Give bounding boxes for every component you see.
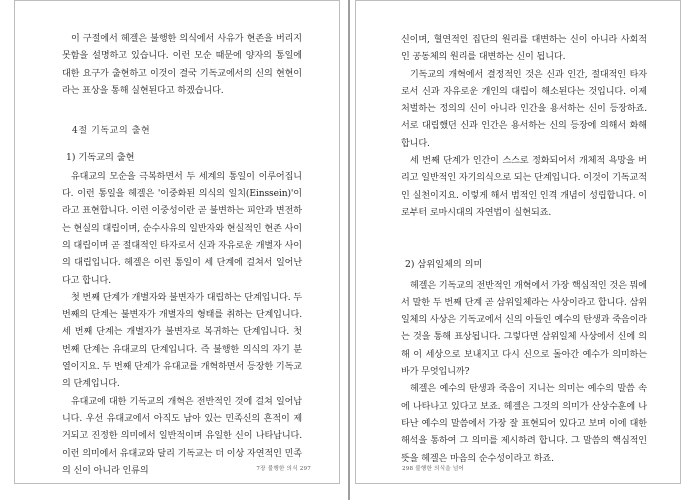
section-heading: 2) 삼위일체의 의미 [405, 259, 483, 271]
paragraph: 유대교의 모순을 극복하면서 두 세계의 통일이 이루어집니다. 이런 통일을 헤겔은 '이중화된 의식의 일치(Einssein)'이라고 표현합니다. 이런 이중성이란 곧 불변하는 피안과 변전하는 현실의 대립이며, 순수사유의 일반자와 현실적인 현존 사이의 대립이며 곧 절대적인 타자로서 신과 자유로운 개별자 사이의 대립입니다. 헤겔은 이런 통일이 세 단계에 걸쳐서 일어난다고 합니다. [62, 171, 302, 286]
paragraph: 신이며, 혈연적인 집단의 원리를 대변하는 신이 아니라 사회적인 공동체의 원리를 대변하는 신이 됩니다. [401, 35, 647, 63]
paragraph: 헤겔은 기독교의 전반적인 개혁에서 가장 핵심적인 것은 뭐에서 말한 두 번째 단계 곧 삼위일체라는 사상이라고 합니다. 삼위일체의 사상은 기독교에서 신의 아들인 예수의 탄생과 죽음이라는 것을 통해 표상됩니다. 그렇다면 삼위일체 사상에서 신에 의해 이 세상으로 보내지고 다시 신으로 돌아간 예수가 의미하는 바가 무엇입니까? [401, 280, 647, 378]
paragraph: 세 번째 단계가 인간이 스스로 정화되어서 개체적 욕망을 버리고 일반적인 자기의식으로 되는 단계입니다. 이것이 기독교적인 실천이지요. 이렇게 해서 범적인 인격 개념이 성립합니다. 이로부터 로마시대의 자연법이 실현되죠. [401, 156, 647, 218]
right-text-column [401, 32, 647, 468]
left-page [14, 0, 340, 484]
left-text-column [62, 31, 302, 480]
paragraph: 이 구절에서 헤겔은 불행한 의식에서 사유가 현존을 버리지 못함을 설명하고 있습니다. 이런 모순 때문에 양자의 통일에 대한 요구가 출현하고 이것이 결국 기독교에서의 신의 현현이라는 표상을 통해 실현된다고 하겠습니다. [62, 34, 302, 96]
chapter-heading: 4절 기독교의 출현 [72, 126, 151, 137]
paragraph: 유대교에 대한 기독교의 개혁은 전반적인 것에 걸쳐 일어납니다. 우선 유대교에서 아직도 남아 있는 민족신의 흔적이 제거되고 진정한 의미에서 일반적이며 유일한 신이 나타납니다. 이런 의미에서 유대교와 달리 기독교는 더 이상 자연적인 민족의 신이 아니라 인류의 [62, 396, 302, 476]
section-heading: 1) 기독교의 출현 [66, 152, 135, 164]
book-gutter [348, 0, 350, 500]
paragraph: 첫 번째 단계가 개별자와 불변자가 대립하는 단계입니다. 두 번째의 단계는 불변자가 개별자의 형태를 취하는 단계입니다. 세 번째 단계는 개별자가 불변자로 복귀하는 단계입니다. 첫 번째 단계는 유대교의 단계입니다. 즉 불행한 의식의 자기 분열이지요. 두 번째 단계가 유대교를 개혁하면서 등장한 기독교의 단계입니다. [62, 292, 302, 390]
paragraph: 기독교의 개혁에서 결정적인 것은 신과 인간, 절대적인 타자로서 신과 자유로운 개인의 대립이 해소된다는 것입니다. 이제 처벌하는 정의의 신이 아니라 인간을 용서하는 신이 등장하죠. 서로 대립했던 신과 인간은 용서하는 신의 등장에 의해서 화해합니다. [401, 69, 647, 149]
right-page [355, 0, 681, 484]
spacer [401, 222, 647, 239]
page-footer: 298 불행한 의식을 넘어 [402, 466, 465, 472]
page-footer: 7장 불행한 의식 297 [256, 466, 311, 472]
spacer [401, 239, 647, 256]
paragraph: 헤겔은 예수의 탄생과 죽음이 지니는 의미는 예수의 말씀 속에 나타나고 있다고 보죠. 헤겔은 그것의 의미가 산상수훈에 나타난 예수의 말씀에서 가장 잘 표현되어 있다고 보며 이에 대한 해석을 통하여 그 의미를 제시하려 합니다. 그 말씀의 핵심적인 뜻을 헤겔은 마음의 순수성이라고 하죠. [401, 384, 647, 464]
